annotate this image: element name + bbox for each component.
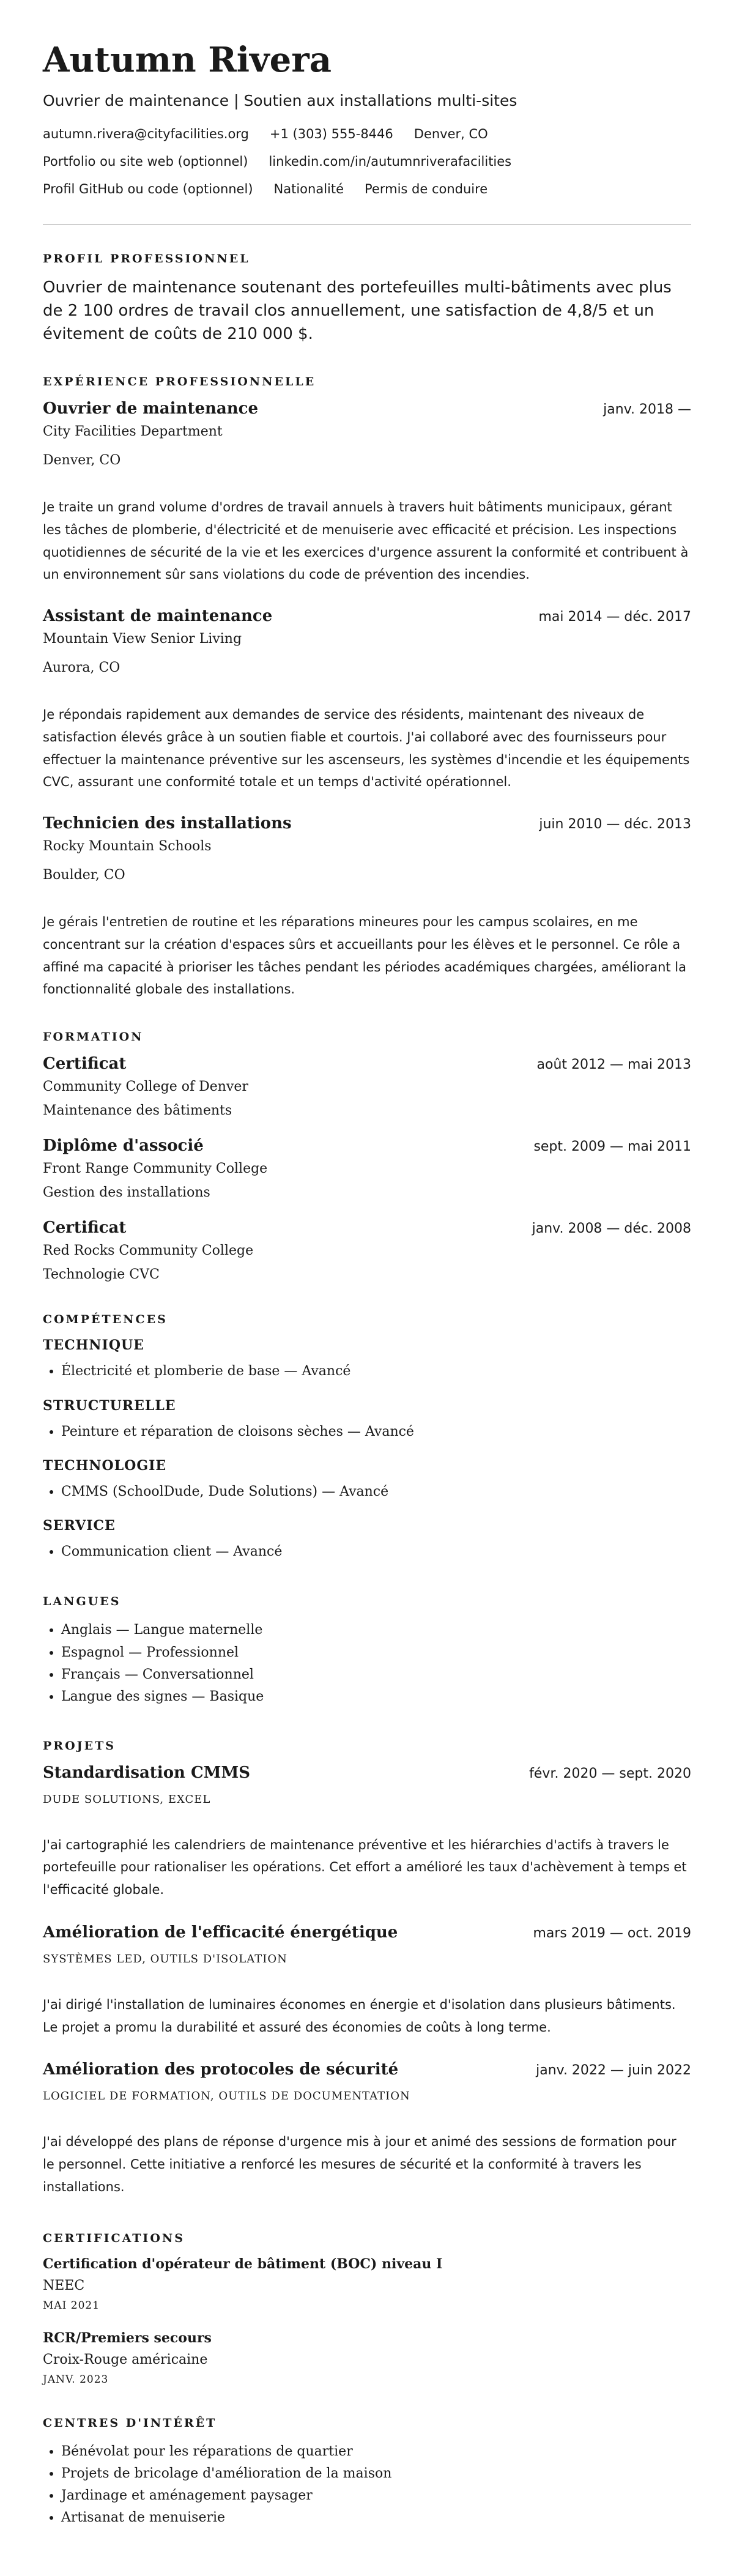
certifications-section [43, 2232, 691, 2386]
education-degree: Certificat [43, 1055, 127, 1074]
skill-items [43, 1481, 691, 1503]
language-item: • Anglais — Langue maternelle [61, 1619, 691, 1641]
projects-heading: PROJETS [43, 1739, 116, 1753]
languages-heading: LANGUES [43, 1595, 121, 1609]
contact-github[interactable]: Profil GitHub ou code (optionnel) [43, 181, 253, 196]
job-location: Boulder, CO [43, 867, 125, 883]
contact-row-2 [43, 154, 691, 169]
certification-name: RCR/Premiers secours [43, 2329, 212, 2346]
job-description: Je traite un grand volume d'ordres de travail annuels à travers huit bâtiments municipaux, gérant les tâches de plomberie, d'électricité et de menuiserie avec efficacité et précision. Les inspections quotidiennes de sécurité de la vie et les exercices d'urgence assurent la conformité et contribuent à un environnement sûr sans violations du code de prévention des incendies. [43, 500, 689, 582]
project-description: J'ai cartographié les calendriers de maintenance préventive et les hiérarchies d'actifs à travers le portefeuille pour rationaliser les opérations. Cet effort a amélioré les taux d'achèvement à temps et l'efficacité globale. [43, 1837, 687, 1898]
education-item [43, 1219, 691, 1282]
job-dates: janv. 2018 — [603, 402, 691, 418]
job-role: Ouvrier de maintenance [43, 399, 259, 418]
education-degree: Diplôme d'associé [43, 1137, 204, 1156]
skill-item: • Peinture et réparation de cloisons sèches — Avancé [61, 1421, 691, 1443]
job-organization: Rocky Mountain Schools [43, 839, 212, 855]
experience-heading: EXPÉRIENCE PROFESSIONNELLE [43, 375, 316, 389]
experience-item-header [43, 399, 691, 418]
interests-section [43, 2416, 691, 2530]
job-role: Technicien des installations [43, 814, 292, 833]
project-item-header [43, 1764, 691, 1782]
education-field: Gestion des installations [43, 1185, 210, 1201]
certification-date: MAI 2021 [43, 2299, 100, 2312]
interests-heading: CENTRES D'INTÉRÊT [43, 2416, 217, 2430]
project-item [43, 1923, 691, 2039]
contact-email[interactable]: autumn.rivera@cityfacilities.org [43, 126, 249, 141]
education-field: Maintenance des bâtiments [43, 1103, 232, 1119]
certification-issuer: Croix-Rouge américaine [43, 2351, 208, 2367]
education-dates: sept. 2009 — mai 2011 [533, 1139, 691, 1155]
education-item [43, 1055, 691, 1118]
languages-section [43, 1595, 691, 1708]
languages-list [43, 1619, 691, 1708]
summary-section [43, 252, 691, 346]
job-location: Aurora, CO [43, 660, 120, 676]
project-name: Amélioration de l'efficacité énergétique [43, 1923, 398, 1942]
education-section [43, 1030, 691, 1282]
interest-item: • Bénévolat pour les réparations de quartier [61, 2441, 691, 2463]
contact-portfolio[interactable]: Portfolio ou site web (optionnel) [43, 154, 248, 169]
contact-row-1 [43, 127, 691, 142]
summary-text: Ouvrier de maintenance soutenant des portefeuilles multi-bâtiments avec plus de 2 100 ordres de travail clos annuellement, une satisfaction de 4,8/5 et un évitement de coûts de 210 000 $. [43, 278, 672, 343]
project-dates: janv. 2022 — juin 2022 [536, 2063, 691, 2079]
education-dates: janv. 2008 — déc. 2008 [532, 1221, 691, 1237]
education-field: Technologie CVC [43, 1267, 160, 1283]
job-organization: City Facilities Department [43, 424, 223, 440]
skill-items [43, 1541, 691, 1563]
project-item [43, 2060, 691, 2198]
project-item-header [43, 1923, 691, 1942]
language-item: • Français — Conversationnel [61, 1664, 691, 1686]
education-item-header [43, 1219, 691, 1237]
experience-item [43, 399, 691, 586]
projects-section [43, 1739, 691, 2199]
certification-issuer: NEEC [43, 2277, 85, 2293]
project-description: J'ai développé des plans de réponse d'urgence mis à jour et animé des sessions de formation pour le personnel. Cette initiative a renforcé les mesures de sécurité et la conformité à travers les installations. [43, 2134, 677, 2194]
certification-item [43, 2330, 691, 2386]
contact-location: Denver, CO [413, 126, 488, 141]
certification-name: Certification d'opérateur de bâtiment (BOC) niveau I [43, 2255, 443, 2272]
skill-items [43, 1421, 691, 1443]
contact-linkedin[interactable]: linkedin.com/in/autumnriverafacilities [269, 154, 512, 169]
project-dates: mars 2019 — oct. 2019 [533, 1925, 691, 1941]
skill-category: TECHNOLOGIE [43, 1457, 167, 1474]
contact-license: Permis de conduire [365, 181, 488, 196]
project-name: Standardisation CMMS [43, 1763, 251, 1782]
skill-category: SERVICE [43, 1518, 116, 1534]
education-dates: août 2012 — mai 2013 [536, 1057, 691, 1073]
skills-list [43, 1337, 691, 1563]
job-organization: Mountain View Senior Living [43, 631, 242, 647]
experience-item-header [43, 814, 691, 833]
experience-item [43, 607, 691, 793]
education-school: Front Range Community College [43, 1161, 268, 1177]
certification-date: JANV. 2023 [43, 2373, 109, 2386]
header-divider [43, 224, 691, 225]
skills-section [43, 1313, 691, 1563]
project-item [43, 1764, 691, 1901]
certification-item [43, 2256, 691, 2312]
project-dates: févr. 2020 — sept. 2020 [529, 1765, 691, 1781]
contact-row-3 [43, 182, 691, 197]
experience-item-header [43, 607, 691, 625]
job-dates: mai 2014 — déc. 2017 [538, 609, 691, 625]
job-description: Je gérais l'entretien de routine et les réparations mineures pour les campus scolaires, en me concentrant sur la création d'espaces sûrs et accueillants pour les élèves et le personnel. Ce rôle a affiné ma capacité à prioriser les tâches pendant les périodes académiques chargées, améliorant la fonctionnalité globale des installations. [43, 915, 687, 997]
experience-section [43, 375, 691, 1001]
job-dates: juin 2010 — déc. 2013 [539, 817, 691, 833]
language-item: • Espagnol — Professionnel [61, 1642, 691, 1664]
project-tags: SYSTÈMES LED, OUTILS D'ISOLATION [43, 1952, 287, 1965]
project-description: J'ai dirigé l'installation de luminaires économes en énergie et d'isolation dans plusieurs bâtiments. Le projet a promu la durabilité et assuré des économies de coûts à long terme. [43, 1997, 676, 2035]
skill-items [43, 1360, 691, 1383]
job-description: Je répondais rapidement aux demandes de service des résidents, maintenant des niveaux de satisfaction élevés grâce à un soutien fiable et courtois. J'ai collaboré avec des fournisseurs pour effectuer la maintenance préventive sur les ascenseurs, les systèmes d'incendie et les équipements CVC, assurant une conformité totale et un temps d'activité opérationnel. [43, 707, 690, 790]
project-item-header [43, 2060, 691, 2079]
education-school: Red Rocks Community College [43, 1243, 254, 1259]
education-degree: Certificat [43, 1219, 127, 1238]
skill-item: • Électricité et plomberie de base — Avancé [61, 1360, 691, 1383]
contact-phone[interactable]: +1 (303) 555-8446 [269, 126, 393, 141]
interests-list [43, 2441, 691, 2530]
contact-nationality: Nationalité [273, 181, 344, 196]
education-item [43, 1137, 691, 1200]
job-role: Assistant de maintenance [43, 607, 273, 626]
education-item-header [43, 1055, 691, 1073]
job-location: Denver, CO [43, 453, 121, 469]
interest-item: • Jardinage et aménagement paysager [61, 2485, 691, 2507]
certifications-heading: CERTIFICATIONS [43, 2231, 185, 2245]
project-tags: DUDE SOLUTIONS, EXCEL [43, 1792, 211, 1806]
candidate-name: Autumn Rivera [43, 40, 332, 80]
skill-item: • Communication client — Avancé [61, 1541, 691, 1563]
education-item-header [43, 1137, 691, 1155]
interest-item: • Artisanat de menuiserie [61, 2507, 691, 2529]
skill-item: • CMMS (SchoolDude, Dude Solutions) — Avancé [61, 1481, 691, 1503]
candidate-subtitle: Ouvrier de maintenance | Soutien aux installations multi-sites [43, 91, 517, 109]
interest-item: • Projets de bricolage d'amélioration de la maison [61, 2463, 691, 2485]
education-heading: FORMATION [43, 1030, 144, 1044]
project-name: Amélioration des protocoles de sécurité [43, 2060, 399, 2079]
project-tags: LOGICIEL DE FORMATION, OUTILS DE DOCUMENTATION [43, 2090, 410, 2103]
skill-category: STRUCTURELLE [43, 1397, 176, 1414]
summary-heading: PROFIL PROFESSIONNEL [43, 252, 250, 266]
resume-header [43, 42, 691, 197]
experience-item [43, 814, 691, 1001]
education-school: Community College of Denver [43, 1079, 248, 1095]
skill-category: TECHNIQUE [43, 1337, 144, 1354]
skills-heading: COMPÉTENCES [43, 1313, 168, 1327]
language-item: • Langue des signes — Basique [61, 1686, 691, 1708]
